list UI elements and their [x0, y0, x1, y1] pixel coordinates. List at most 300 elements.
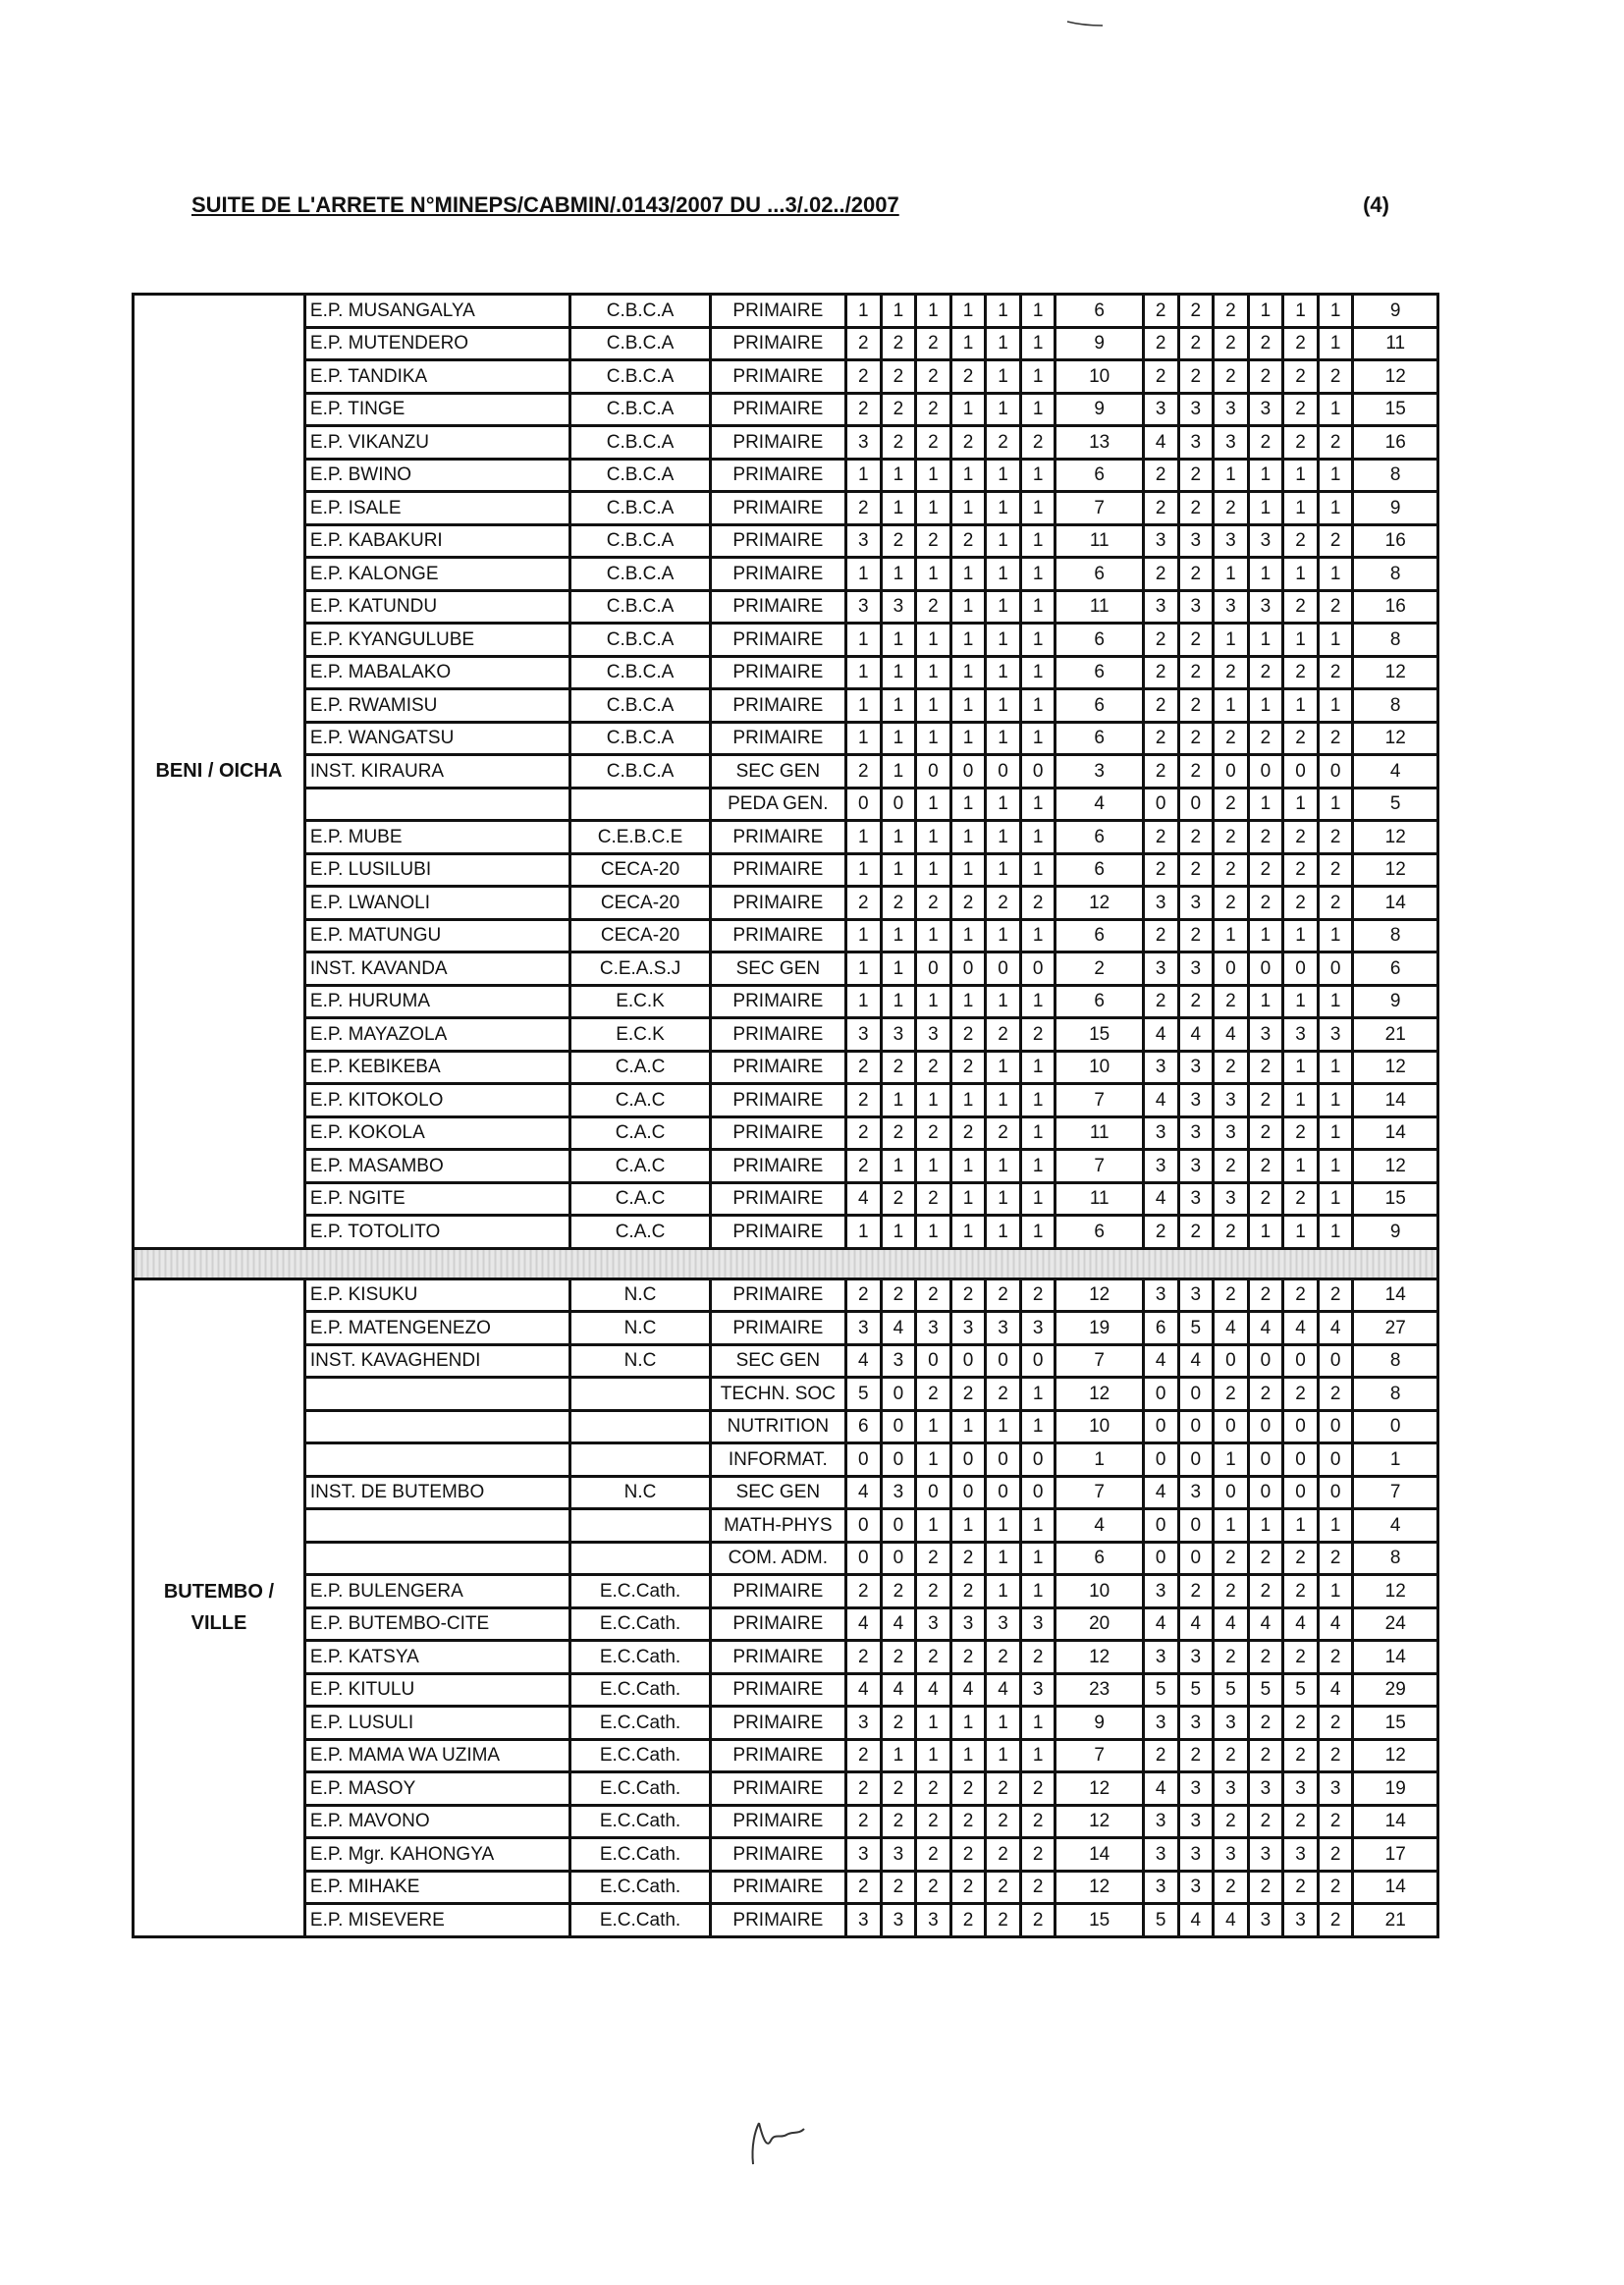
count-a-cell: 1 — [986, 689, 1021, 723]
total-a-cell: 11 — [1056, 1116, 1143, 1150]
count-a-cell: 2 — [916, 1772, 951, 1806]
count-b-cell: 1 — [1214, 689, 1249, 723]
count-b-cell: 1 — [1283, 1084, 1319, 1117]
level-cell: PRIMAIRE — [710, 722, 845, 755]
count-a-cell: 1 — [881, 1216, 916, 1249]
count-b-cell: 0 — [1318, 1476, 1353, 1509]
count-a-cell: 3 — [881, 590, 916, 624]
count-b-cell: 5 — [1178, 1673, 1214, 1707]
count-b-cell: 2 — [1283, 1871, 1319, 1904]
count-a-cell: 2 — [916, 524, 951, 558]
level-cell: PRIMAIRE — [710, 1279, 845, 1312]
count-b-cell: 2 — [1214, 360, 1249, 394]
count-b-cell: 3 — [1178, 1116, 1214, 1150]
total-b-cell: 16 — [1353, 524, 1438, 558]
count-b-cell: 1 — [1283, 1150, 1319, 1183]
count-b-cell: 1 — [1214, 1443, 1249, 1477]
count-a-cell: 1 — [1020, 1084, 1056, 1117]
count-b-cell: 3 — [1143, 952, 1178, 986]
total-b-cell: 16 — [1353, 426, 1438, 460]
count-a-cell: 1 — [916, 1216, 951, 1249]
count-a-cell: 1 — [881, 295, 916, 328]
count-b-cell: 3 — [1178, 1805, 1214, 1838]
count-b-cell: 2 — [1248, 1871, 1283, 1904]
count-b-cell: 1 — [1283, 295, 1319, 328]
count-b-cell: 3 — [1318, 1772, 1353, 1806]
total-b-cell: 21 — [1353, 1904, 1438, 1937]
total-b-cell: 9 — [1353, 492, 1438, 525]
level-cell: SEC GEN — [710, 952, 845, 986]
count-a-cell: 1 — [845, 295, 881, 328]
school-name-cell: E.P. MAVONO — [304, 1805, 569, 1838]
count-a-cell: 2 — [845, 1150, 881, 1183]
level-cell: PRIMAIRE — [710, 1312, 845, 1345]
school-name-cell: E.P. KISUKU — [304, 1279, 569, 1312]
school-name-cell: E.P. MABALAKO — [304, 656, 569, 689]
count-a-cell: 1 — [1020, 689, 1056, 723]
count-b-cell: 2 — [1143, 327, 1178, 360]
count-a-cell: 1 — [986, 1509, 1021, 1543]
organization-cell: C.B.C.A — [570, 590, 710, 624]
count-b-cell: 2 — [1283, 1575, 1319, 1608]
count-b-cell: 1 — [1283, 919, 1319, 952]
count-a-cell: 2 — [986, 1641, 1021, 1674]
count-b-cell: 2 — [1283, 1805, 1319, 1838]
level-cell: PRIMAIRE — [710, 1182, 845, 1216]
count-b-cell: 2 — [1143, 689, 1178, 723]
count-a-cell: 1 — [916, 1410, 951, 1443]
count-b-cell: 2 — [1248, 1805, 1283, 1838]
count-b-cell: 3 — [1178, 590, 1214, 624]
school-name-cell: E.P. MAYAZOLA — [304, 1018, 569, 1052]
count-b-cell: 0 — [1318, 755, 1353, 789]
total-b-cell: 12 — [1353, 722, 1438, 755]
count-b-cell: 1 — [1248, 459, 1283, 492]
count-a-cell: 3 — [845, 1312, 881, 1345]
count-b-cell: 0 — [1283, 1344, 1319, 1378]
count-b-cell: 2 — [1283, 821, 1319, 854]
level-cell: PRIMAIRE — [710, 919, 845, 952]
count-a-cell: 2 — [950, 426, 986, 460]
count-a-cell: 1 — [950, 1410, 986, 1443]
count-b-cell: 3 — [1143, 1116, 1178, 1150]
organization-cell: E.C.Cath. — [570, 1772, 710, 1806]
count-a-cell: 1 — [950, 459, 986, 492]
count-a-cell: 2 — [845, 1641, 881, 1674]
count-a-cell: 1 — [950, 689, 986, 723]
count-b-cell: 2 — [1283, 590, 1319, 624]
count-b-cell: 1 — [1318, 624, 1353, 657]
total-a-cell: 6 — [1056, 558, 1143, 591]
count-b-cell: 2 — [1178, 295, 1214, 328]
count-a-cell: 2 — [950, 1805, 986, 1838]
school-name-cell: E.P. BUTEMBO-CITE — [304, 1607, 569, 1641]
level-cell: PRIMAIRE — [710, 1084, 845, 1117]
count-b-cell: 0 — [1248, 952, 1283, 986]
level-cell: PRIMAIRE — [710, 1116, 845, 1150]
count-a-cell: 1 — [916, 624, 951, 657]
count-a-cell: 2 — [950, 1772, 986, 1806]
count-b-cell: 0 — [1178, 1443, 1214, 1477]
count-b-cell: 2 — [1318, 590, 1353, 624]
organization-cell: E.C.Cath. — [570, 1739, 710, 1772]
count-b-cell: 5 — [1143, 1673, 1178, 1707]
count-b-cell: 2 — [1178, 360, 1214, 394]
count-a-cell: 1 — [986, 1542, 1021, 1575]
table-row — [134, 1312, 1438, 1345]
count-b-cell: 2 — [1143, 853, 1178, 887]
school-name-cell: E.P. MIHAKE — [304, 1871, 569, 1904]
count-b-cell: 2 — [1214, 492, 1249, 525]
count-a-cell: 1 — [845, 459, 881, 492]
table-row — [134, 590, 1438, 624]
count-a-cell: 0 — [950, 755, 986, 789]
school-name-cell — [304, 1443, 569, 1477]
total-b-cell: 12 — [1353, 1051, 1438, 1084]
count-b-cell: 2 — [1318, 1739, 1353, 1772]
level-cell: PRIMAIRE — [710, 853, 845, 887]
organization-cell: C.A.C — [570, 1216, 710, 1249]
total-a-cell: 9 — [1056, 1707, 1143, 1740]
count-a-cell: 2 — [881, 1871, 916, 1904]
table-row — [134, 1641, 1438, 1674]
school-name-cell: INST. KAVAGHENDI — [304, 1344, 569, 1378]
count-b-cell: 0 — [1143, 788, 1178, 821]
count-a-cell: 0 — [1020, 1476, 1056, 1509]
count-b-cell: 1 — [1283, 788, 1319, 821]
count-b-cell: 3 — [1214, 1772, 1249, 1806]
school-name-cell: E.P. HURUMA — [304, 985, 569, 1018]
count-a-cell: 2 — [1020, 1018, 1056, 1052]
count-a-cell: 2 — [881, 887, 916, 920]
level-cell: PRIMAIRE — [710, 1150, 845, 1183]
count-a-cell: 1 — [881, 656, 916, 689]
count-b-cell: 3 — [1178, 426, 1214, 460]
organization-cell: E.C.Cath. — [570, 1707, 710, 1740]
region-cell: BUTEMBO / VILLE — [134, 1279, 305, 1936]
total-a-cell: 7 — [1056, 1476, 1143, 1509]
count-a-cell: 3 — [881, 1838, 916, 1872]
count-b-cell: 2 — [1283, 1641, 1319, 1674]
count-a-cell: 2 — [986, 1871, 1021, 1904]
total-a-cell: 6 — [1056, 295, 1143, 328]
count-a-cell: 1 — [1020, 1051, 1056, 1084]
count-b-cell: 2 — [1248, 1279, 1283, 1312]
count-b-cell: 1 — [1318, 1182, 1353, 1216]
table-row — [134, 1805, 1438, 1838]
table-row — [134, 1084, 1438, 1117]
organization-cell: E.C.Cath. — [570, 1805, 710, 1838]
total-b-cell: 9 — [1353, 1216, 1438, 1249]
organization-cell: E.C.K — [570, 1018, 710, 1052]
count-a-cell: 1 — [1020, 1216, 1056, 1249]
page-number: (4) — [1363, 192, 1389, 217]
count-b-cell: 2 — [1248, 656, 1283, 689]
total-a-cell: 6 — [1056, 919, 1143, 952]
count-b-cell: 2 — [1214, 327, 1249, 360]
count-a-cell: 1 — [1020, 1739, 1056, 1772]
count-b-cell: 2 — [1318, 1871, 1353, 1904]
school-name-cell: E.P. MUSANGALYA — [304, 295, 569, 328]
count-a-cell: 2 — [1020, 1772, 1056, 1806]
count-b-cell: 0 — [1214, 1344, 1249, 1378]
count-b-cell: 4 — [1214, 1312, 1249, 1345]
total-b-cell: 14 — [1353, 1084, 1438, 1117]
count-b-cell: 2 — [1318, 524, 1353, 558]
count-a-cell: 1 — [950, 985, 986, 1018]
total-b-cell: 17 — [1353, 1838, 1438, 1872]
total-a-cell: 4 — [1056, 788, 1143, 821]
organization-cell — [570, 1509, 710, 1543]
count-a-cell: 2 — [916, 1542, 951, 1575]
total-b-cell: 14 — [1353, 1805, 1438, 1838]
count-b-cell: 3 — [1178, 1772, 1214, 1806]
count-a-cell: 1 — [845, 853, 881, 887]
count-a-cell: 1 — [950, 788, 986, 821]
table-row — [134, 295, 1438, 328]
count-a-cell: 2 — [881, 1772, 916, 1806]
count-a-cell: 1 — [950, 1150, 986, 1183]
count-b-cell: 1 — [1248, 919, 1283, 952]
count-b-cell: 5 — [1248, 1673, 1283, 1707]
school-name-cell: E.P. KOKOLA — [304, 1116, 569, 1150]
count-a-cell: 1 — [950, 1084, 986, 1117]
count-a-cell: 2 — [881, 1805, 916, 1838]
count-a-cell: 2 — [881, 524, 916, 558]
count-a-cell: 2 — [845, 755, 881, 789]
count-a-cell: 1 — [916, 295, 951, 328]
school-name-cell: E.P. TOTOLITO — [304, 1216, 569, 1249]
count-a-cell: 1 — [950, 393, 986, 426]
count-b-cell: 3 — [1143, 1150, 1178, 1183]
count-b-cell: 4 — [1248, 1312, 1283, 1345]
count-a-cell: 2 — [916, 590, 951, 624]
count-a-cell: 0 — [950, 1443, 986, 1477]
count-a-cell: 1 — [1020, 459, 1056, 492]
count-b-cell: 2 — [1178, 985, 1214, 1018]
count-a-cell: 1 — [986, 1739, 1021, 1772]
total-a-cell: 7 — [1056, 1084, 1143, 1117]
count-b-cell: 0 — [1248, 1443, 1283, 1477]
count-b-cell: 3 — [1143, 887, 1178, 920]
count-b-cell: 0 — [1143, 1378, 1178, 1411]
count-b-cell: 1 — [1318, 459, 1353, 492]
total-b-cell: 16 — [1353, 590, 1438, 624]
count-a-cell: 1 — [1020, 558, 1056, 591]
count-b-cell: 3 — [1214, 1116, 1249, 1150]
count-a-cell: 2 — [916, 360, 951, 394]
count-b-cell: 4 — [1143, 1018, 1178, 1052]
count-b-cell: 1 — [1318, 558, 1353, 591]
count-b-cell: 1 — [1248, 788, 1283, 821]
count-a-cell: 3 — [986, 1607, 1021, 1641]
total-a-cell: 4 — [1056, 1509, 1143, 1543]
count-b-cell: 2 — [1143, 1216, 1178, 1249]
count-a-cell: 1 — [916, 656, 951, 689]
count-b-cell: 4 — [1214, 1904, 1249, 1937]
count-b-cell: 1 — [1318, 1575, 1353, 1608]
organization-cell: C.B.C.A — [570, 524, 710, 558]
level-cell: PRIMAIRE — [710, 985, 845, 1018]
school-name-cell: E.P. KALONGE — [304, 558, 569, 591]
count-a-cell: 1 — [845, 821, 881, 854]
count-a-cell: 0 — [845, 1542, 881, 1575]
organization-cell: CECA-20 — [570, 919, 710, 952]
count-b-cell: 2 — [1318, 1378, 1353, 1411]
count-b-cell: 1 — [1214, 624, 1249, 657]
total-a-cell: 20 — [1056, 1607, 1143, 1641]
level-cell: PRIMAIRE — [710, 1772, 845, 1806]
count-b-cell: 2 — [1178, 656, 1214, 689]
count-a-cell: 1 — [916, 1150, 951, 1183]
count-a-cell: 1 — [881, 919, 916, 952]
level-cell: PRIMAIRE — [710, 1707, 845, 1740]
count-b-cell: 2 — [1248, 426, 1283, 460]
count-b-cell: 1 — [1248, 492, 1283, 525]
total-a-cell: 14 — [1056, 1838, 1143, 1872]
count-a-cell: 2 — [881, 1051, 916, 1084]
count-b-cell: 2 — [1318, 853, 1353, 887]
count-b-cell: 0 — [1283, 755, 1319, 789]
count-b-cell: 2 — [1214, 853, 1249, 887]
count-a-cell: 1 — [845, 952, 881, 986]
level-cell: PRIMAIRE — [710, 558, 845, 591]
count-b-cell: 0 — [1214, 952, 1249, 986]
count-a-cell: 0 — [986, 1344, 1021, 1378]
school-name-cell: E.P. TANDIKA — [304, 360, 569, 394]
count-a-cell: 3 — [845, 524, 881, 558]
level-cell: PRIMAIRE — [710, 1607, 845, 1641]
total-a-cell: 7 — [1056, 1150, 1143, 1183]
count-a-cell: 3 — [881, 1476, 916, 1509]
count-a-cell: 2 — [1020, 1641, 1056, 1674]
count-a-cell: 4 — [916, 1673, 951, 1707]
organization-cell: C.A.C — [570, 1051, 710, 1084]
count-a-cell: 0 — [986, 755, 1021, 789]
count-a-cell: 1 — [950, 1216, 986, 1249]
count-a-cell: 2 — [950, 524, 986, 558]
level-cell: PRIMAIRE — [710, 624, 845, 657]
organization-cell: E.C.Cath. — [570, 1904, 710, 1937]
section-separator — [134, 1248, 1438, 1279]
organization-cell: CECA-20 — [570, 887, 710, 920]
count-a-cell: 3 — [845, 1018, 881, 1052]
total-b-cell: 8 — [1353, 459, 1438, 492]
organization-cell: C.B.C.A — [570, 755, 710, 789]
document-header — [191, 187, 1389, 226]
total-b-cell: 4 — [1353, 755, 1438, 789]
count-b-cell: 3 — [1248, 1018, 1283, 1052]
total-a-cell: 3 — [1056, 755, 1143, 789]
count-a-cell: 1 — [1020, 1116, 1056, 1150]
count-a-cell: 2 — [916, 393, 951, 426]
count-a-cell: 1 — [950, 1739, 986, 1772]
total-a-cell: 9 — [1056, 327, 1143, 360]
count-b-cell: 2 — [1178, 558, 1214, 591]
total-b-cell: 8 — [1353, 1344, 1438, 1378]
count-b-cell: 1 — [1318, 1051, 1353, 1084]
count-a-cell: 3 — [845, 1838, 881, 1872]
table-row — [134, 1051, 1438, 1084]
count-b-cell: 4 — [1143, 1772, 1178, 1806]
count-a-cell: 1 — [916, 1509, 951, 1543]
table-row — [134, 689, 1438, 723]
level-cell: PRIMAIRE — [710, 656, 845, 689]
level-cell: SEC GEN — [710, 1476, 845, 1509]
total-a-cell: 6 — [1056, 1216, 1143, 1249]
count-b-cell: 2 — [1283, 1279, 1319, 1312]
total-b-cell: 27 — [1353, 1312, 1438, 1345]
count-a-cell: 1 — [1020, 327, 1056, 360]
count-b-cell: 3 — [1178, 1084, 1214, 1117]
count-b-cell: 2 — [1318, 821, 1353, 854]
count-a-cell: 2 — [986, 1018, 1021, 1052]
total-b-cell: 8 — [1353, 558, 1438, 591]
count-a-cell: 2 — [1020, 887, 1056, 920]
count-b-cell: 2 — [1178, 722, 1214, 755]
count-b-cell: 4 — [1178, 1904, 1214, 1937]
total-a-cell: 15 — [1056, 1904, 1143, 1937]
school-name-cell: E.P. MASOY — [304, 1772, 569, 1806]
count-a-cell: 2 — [845, 1871, 881, 1904]
organization-cell: E.C.Cath. — [570, 1575, 710, 1608]
level-cell: PRIMAIRE — [710, 1216, 845, 1249]
count-a-cell: 2 — [881, 1182, 916, 1216]
count-a-cell: 2 — [845, 492, 881, 525]
count-b-cell: 1 — [1318, 327, 1353, 360]
level-cell: PRIMAIRE — [710, 1838, 845, 1872]
count-a-cell: 1 — [1020, 919, 1056, 952]
level-cell: PRIMAIRE — [710, 327, 845, 360]
level-cell: PRIMAIRE — [710, 1673, 845, 1707]
count-b-cell: 2 — [1143, 722, 1178, 755]
count-a-cell: 2 — [845, 887, 881, 920]
count-b-cell: 1 — [1318, 1116, 1353, 1150]
count-a-cell: 3 — [916, 1018, 951, 1052]
level-cell: PRIMAIRE — [710, 1739, 845, 1772]
count-a-cell: 4 — [950, 1673, 986, 1707]
count-b-cell: 2 — [1143, 558, 1178, 591]
count-b-cell: 1 — [1248, 295, 1283, 328]
organization-cell: E.C.Cath. — [570, 1871, 710, 1904]
count-b-cell: 2 — [1143, 821, 1178, 854]
count-a-cell: 2 — [916, 1871, 951, 1904]
count-b-cell: 2 — [1283, 722, 1319, 755]
count-b-cell: 2 — [1283, 887, 1319, 920]
level-cell: PRIMAIRE — [710, 1051, 845, 1084]
count-b-cell: 1 — [1214, 919, 1249, 952]
count-a-cell: 0 — [845, 788, 881, 821]
count-b-cell: 1 — [1283, 624, 1319, 657]
count-b-cell: 2 — [1214, 821, 1249, 854]
count-b-cell: 0 — [1248, 755, 1283, 789]
total-a-cell: 6 — [1056, 624, 1143, 657]
count-a-cell: 1 — [986, 1216, 1021, 1249]
count-a-cell: 1 — [950, 656, 986, 689]
organization-cell: C.B.C.A — [570, 426, 710, 460]
count-a-cell: 1 — [950, 624, 986, 657]
total-b-cell: 12 — [1353, 821, 1438, 854]
count-b-cell: 2 — [1318, 360, 1353, 394]
count-b-cell: 3 — [1178, 1476, 1214, 1509]
level-cell: PRIMAIRE — [710, 887, 845, 920]
count-b-cell: 2 — [1318, 722, 1353, 755]
count-b-cell: 1 — [1318, 788, 1353, 821]
school-name-cell: E.P. BWINO — [304, 459, 569, 492]
region-cell: BENI / OICHA — [134, 295, 305, 1249]
organization-cell: E.C.Cath. — [570, 1641, 710, 1674]
school-name-cell: E.P. MISEVERE — [304, 1904, 569, 1937]
